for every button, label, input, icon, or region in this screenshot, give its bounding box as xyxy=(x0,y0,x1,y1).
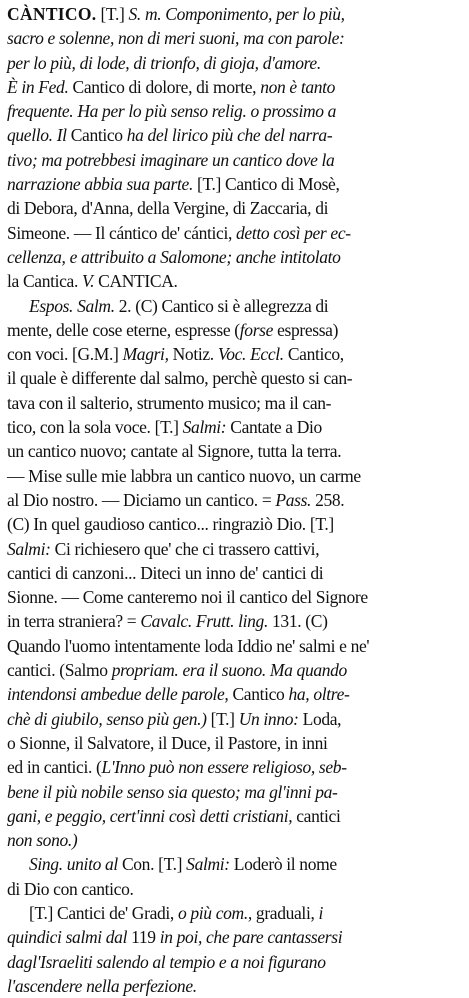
italic-text: S. m. Componimento, per lo più, xyxy=(128,4,345,24)
roman-text: tico, con la sola voce. [T.] xyxy=(7,417,183,438)
italic-text: L'Inno può non essere religioso, seb- xyxy=(101,757,347,778)
text-line xyxy=(7,804,462,828)
roman-text: al Dio nostro. — Diciamo un cantico. = xyxy=(7,489,276,510)
roman-text: Cantico xyxy=(232,684,289,705)
italic-text: frequente. Ha per lo più senso relig. o prossimo a xyxy=(7,101,337,122)
italic-text: Pass. xyxy=(275,489,316,510)
italic-text: chè di giubilo, senso più gen.) xyxy=(7,708,211,729)
paragraph xyxy=(7,901,462,998)
roman-text: 119 xyxy=(131,927,160,948)
text-line xyxy=(7,269,462,293)
roman-text: cantici. (Salmo xyxy=(7,660,112,681)
text-line xyxy=(7,439,462,463)
text-line xyxy=(7,196,462,220)
text-line xyxy=(7,707,462,731)
roman-text: 258. xyxy=(315,489,345,510)
paragraph xyxy=(7,294,462,853)
roman-text: mente, delle cose eterne, espresse ( xyxy=(7,319,240,340)
roman-text: — Mise sulle mie labbra un cantico nuovo, un carme xyxy=(7,465,361,486)
roman-text: o Sionne, il Salvatore, il Duce, il Pastore, in inni xyxy=(7,732,328,753)
italic-text: non sono.) xyxy=(7,830,78,851)
dictionary-entry-canticо xyxy=(7,2,462,294)
entry-first-line xyxy=(7,2,462,26)
roman-text: Notiz. xyxy=(172,344,218,365)
entry-body xyxy=(7,294,462,998)
italic-text: Voc. Eccl. xyxy=(217,344,288,365)
text-line xyxy=(7,925,462,949)
text-line xyxy=(7,682,462,706)
roman-text: di Dio con cantico. xyxy=(7,878,134,899)
italic-text: sacro e solenne, non di meri suoni, ma con parole: xyxy=(7,28,345,49)
text-line xyxy=(7,51,462,75)
text-line xyxy=(7,148,462,172)
italic-text: Espos. Salm. xyxy=(29,295,119,316)
italic-text: gani, e peggio, cert'inni così detti cristiani, xyxy=(7,805,297,826)
italic-text: ha del lirico più che del narra- xyxy=(126,125,333,146)
italic-text: o più com., xyxy=(177,902,256,923)
roman-text: la Cantica. xyxy=(7,271,83,292)
text-line xyxy=(7,245,462,269)
headword: CÀNTICO. xyxy=(7,4,97,24)
text-line xyxy=(7,852,462,876)
roman-text: Cantico xyxy=(70,125,127,146)
roman-text: [T.] xyxy=(100,4,129,24)
roman-text: 2. (C) Cantico si è allegrezza di xyxy=(118,295,329,316)
roman-text: Cantico di dolore, di morte, xyxy=(72,76,261,97)
roman-text: cantici di canzoni... Diteci un inno de' cantici di xyxy=(7,562,324,583)
roman-text: 131. (C) xyxy=(272,611,328,632)
italic-text: in poi, che pare cantassersi xyxy=(159,927,343,948)
italic-text: È in Fed. xyxy=(7,76,73,97)
italic-text: Salmi: xyxy=(182,417,231,438)
roman-text: Loderò il nome xyxy=(233,854,337,875)
italic-text: bene il più nobile senso sia questo; ma gl'inni pa- xyxy=(7,781,338,802)
text-line xyxy=(7,221,462,245)
roman-text: ed in cantici. ( xyxy=(7,757,102,778)
text-line xyxy=(7,391,462,415)
text-line xyxy=(7,26,462,50)
italic-text: Magri, xyxy=(122,344,173,365)
roman-text: [T.] Cantico di Mosè, xyxy=(197,174,340,195)
italic-text: Sing. unito al xyxy=(29,854,122,875)
text-line xyxy=(7,658,462,682)
italic-text: non è tanto xyxy=(260,76,336,97)
italic-text: detto così per ec- xyxy=(236,222,351,243)
italic-text: tivo; ma potrebbesi imaginare un cantico dove la xyxy=(7,149,335,170)
text-line xyxy=(7,415,462,439)
roman-text: un cantico nuovo; cantate al Signore, tutta la terra. xyxy=(7,441,342,462)
text-line xyxy=(7,123,462,147)
roman-text: Quando l'uomo intentamente loda Iddio ne' salmi e ne' xyxy=(7,635,370,656)
roman-text: [T.] xyxy=(210,708,239,729)
text-line xyxy=(7,585,462,609)
italic-text: l'ascendere nella perfezione. xyxy=(7,975,197,996)
text-line xyxy=(7,561,462,585)
text-line xyxy=(7,366,462,390)
italic-text: intendonsi ambedue delle parole, xyxy=(7,684,233,705)
italic-text: V. xyxy=(82,271,99,292)
text-line xyxy=(7,634,462,658)
italic-text: i xyxy=(318,902,324,923)
text-line xyxy=(7,828,462,852)
roman-text: Cantico, xyxy=(287,344,344,365)
italic-text: narrazione abbia sua parte. xyxy=(7,174,197,195)
text-line xyxy=(7,318,462,342)
italic-text: Salmi: xyxy=(186,854,234,875)
text-line xyxy=(7,75,462,99)
roman-text: tava con il salterio, strumento musico; ma il can- xyxy=(7,392,332,413)
roman-text: Sionne. — Come canteremo noi il cantico del Signore xyxy=(7,587,368,608)
text-line xyxy=(7,780,462,804)
roman-text: di Debora, d'Anna, della Vergine, di Zaccaria, di xyxy=(7,198,329,219)
roman-text: cantici xyxy=(296,805,341,826)
text-line xyxy=(7,974,462,998)
roman-text: in terra straniera? = xyxy=(7,611,141,632)
roman-text: Cantate a Dio xyxy=(230,417,322,438)
text-line xyxy=(7,99,462,123)
roman-text: CANTICA. xyxy=(98,271,178,292)
italic-text: per lo più, di lode, di trionfo, di gioja, d'amore. xyxy=(7,52,321,73)
roman-text: Con. [T.] xyxy=(121,854,187,875)
italic-text: propriam. era il suono. Ma quando xyxy=(111,660,347,681)
italic-text: quindici salmi dal xyxy=(7,927,132,948)
text-line xyxy=(7,877,462,901)
text-line xyxy=(7,172,462,196)
roman-text: (C) In quel gaudioso cantico... ringraziò Dio. [T.] xyxy=(7,514,334,535)
roman-text: espressa) xyxy=(277,319,339,340)
text-line xyxy=(7,464,462,488)
italic-text: Cavalc. Frutt. ling. xyxy=(140,611,273,632)
text-line xyxy=(7,294,462,318)
text-line xyxy=(7,950,462,974)
roman-text: graduali, xyxy=(255,902,319,923)
text-line xyxy=(7,537,462,561)
italic-text: quello. Il xyxy=(7,125,71,146)
text-line xyxy=(7,731,462,755)
text-line xyxy=(7,512,462,536)
roman-text: con voci. [G.M.] xyxy=(7,344,123,365)
roman-text: Loda, xyxy=(302,708,342,729)
text-line xyxy=(7,901,462,925)
text-line xyxy=(7,342,462,366)
text-line xyxy=(7,755,462,779)
italic-text: ha, oltre- xyxy=(288,684,350,705)
roman-text: [T.] Cantici de' Gradi, xyxy=(29,902,178,923)
italic-text: dagl'Israeliti salendo al tempio e a noi figurano xyxy=(7,951,326,972)
roman-text: Ci richiesero que' che ci trassero cattivi, xyxy=(54,538,320,559)
roman-text: il quale è differente dal salmo, perchè questo si can- xyxy=(7,368,353,389)
italic-text: Salmi: xyxy=(7,538,55,559)
text-line xyxy=(7,488,462,512)
italic-text: forse xyxy=(239,319,278,340)
italic-text: cellenza, e attribuito a Salomone; anche intitolato xyxy=(7,246,341,267)
text-line xyxy=(7,609,462,633)
roman-text: Simeone. — Il cántico de' cántici, xyxy=(7,222,237,243)
italic-text: Un inno: xyxy=(238,708,303,729)
